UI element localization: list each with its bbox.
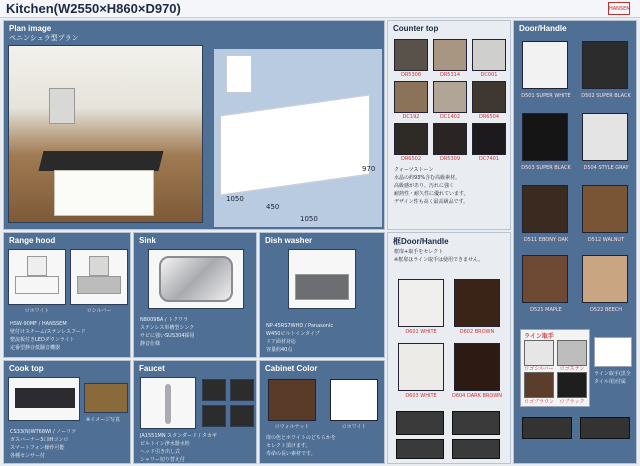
handle-sample-1 — [522, 417, 572, 439]
frame-door-panel — [387, 232, 511, 464]
frame-handle-sample-4 — [452, 439, 500, 459]
faucet-neck — [165, 384, 171, 424]
frame-handle-sample-3 — [396, 439, 444, 459]
counter-surface — [39, 151, 164, 171]
door-code-8: D522 BEECH — [590, 307, 622, 313]
sink-caption-2: ステンレス単槽型シンク — [140, 325, 195, 331]
cabinet-swatch-2[interactable] — [330, 379, 378, 421]
countertop-desc-3: 高級感があり、汚れに強く — [394, 183, 455, 189]
door-code-2: D502 SUPER BLACK — [581, 93, 631, 99]
sink-basin — [159, 256, 233, 302]
cook-top-title: Cook top — [9, 364, 44, 373]
cook-top-caption-4: 各種センサー付 — [10, 453, 46, 459]
door-handle-title: Door/Handle — [519, 24, 567, 33]
countertop-code-1: DR5308 — [400, 72, 422, 78]
sink-panel — [133, 232, 257, 358]
range-hood-photo-1 — [8, 249, 66, 305]
countertop-code-3: DC001 — [480, 72, 498, 78]
frame-door-code-4: D604 DARK BROWN — [451, 393, 503, 399]
range-hood-label-2: ロシルバー — [86, 308, 112, 314]
door-swatch-5[interactable] — [522, 185, 568, 233]
door-swatch-8[interactable] — [582, 255, 628, 303]
plan-dim-depth: 970 — [362, 165, 376, 173]
faucet-detail-4 — [230, 405, 254, 427]
range-hood-title: Range hood — [9, 236, 56, 245]
frame-door-swatch-3[interactable] — [398, 343, 444, 391]
plan-hood — [226, 55, 252, 93]
brand-logo: HANSEM — [608, 2, 630, 15]
countertop-code-5: DC1402 — [439, 114, 461, 120]
plan-dim-w3: 1050 — [300, 215, 318, 223]
countertop-code-2: DR5314 — [439, 72, 461, 78]
cabinet-color-title: Cabinet Color — [265, 364, 318, 373]
countertop-desc-1: クォーツストーン — [394, 167, 434, 173]
dish-washer-caption-1: NP-45RS7WHD / Panasonic — [266, 323, 334, 329]
plan-dim-w1: 1050 — [226, 195, 244, 203]
door-code-3: D503 SUPER BLACK — [521, 165, 571, 171]
countertop-swatch-1[interactable] — [394, 39, 428, 71]
hood-base-1 — [15, 276, 59, 294]
kitchen-hood — [49, 88, 75, 124]
countertop-desc-2: 水晶の約93%含む高級素材。 — [394, 175, 461, 181]
door-code-5: D511 EBONY OAK — [523, 237, 569, 243]
counter-top-title: Counter top — [393, 24, 439, 33]
handle-label-4: ロブラック — [559, 399, 585, 405]
cook-top-caption-2: ガスバーナー3口IHコンロ — [10, 437, 69, 443]
range-hood-caption-4: 定番型静音低騒音機器 — [10, 345, 61, 351]
handle-swatch-1[interactable] — [524, 340, 554, 366]
cabinet-color-panel — [259, 360, 385, 464]
handle-label-2: ロゴステン — [559, 366, 585, 372]
countertop-desc-5: デザイン性も高く最高級品です。 — [394, 199, 469, 205]
countertop-swatch-4[interactable] — [394, 81, 428, 113]
cabinet-desc-2: セレクト頂けます。 — [266, 443, 311, 449]
island-cabinet — [54, 170, 154, 216]
cook-top-photo-2 — [84, 383, 128, 413]
door-code-6: D512 WALNUT — [587, 237, 625, 243]
door-swatch-7[interactable] — [522, 255, 568, 303]
faucet-caption-3: ヘッド引き出し式 — [140, 449, 181, 455]
door-code-4: D504 STYLE GRAY — [583, 165, 629, 171]
countertop-swatch-7[interactable] — [394, 123, 428, 155]
handle-tile-image — [594, 337, 632, 367]
faucet-panel — [133, 360, 257, 464]
faucet-title: Faucet — [139, 364, 165, 373]
faucet-detail-3 — [202, 405, 226, 427]
cooktop-surface — [15, 388, 75, 408]
handle-swatch-3[interactable] — [524, 372, 554, 398]
handle-sample-2 — [580, 417, 630, 439]
cook-top-caption-1: CS33(N)WT68WI / ノーリツ — [10, 429, 77, 435]
faucet-caption-1: JA1551MN スタンダード / タカギ — [140, 433, 217, 439]
handle-label-1: ロゴシルバー — [524, 366, 554, 372]
countertop-swatch-3[interactable] — [472, 39, 506, 71]
header — [0, 0, 640, 18]
door-swatch-2[interactable] — [582, 41, 628, 89]
countertop-code-6: DR6504 — [478, 114, 500, 120]
countertop-desc-4: 耐熱性・耐久性に優れています。 — [394, 191, 469, 197]
countertop-swatch-9[interactable] — [472, 123, 506, 155]
sink-caption-3: サビに強いSUS304採用 — [140, 333, 195, 339]
cabinet-swatch-1[interactable] — [268, 379, 316, 421]
plan-image-panel — [3, 20, 385, 230]
faucet-photo — [140, 377, 196, 429]
frame-door-code-2: D602 BROWN — [459, 329, 495, 335]
countertop-code-4: DC192 — [402, 114, 420, 120]
handle-note-1: ライン取手(黒全 — [594, 371, 631, 377]
cook-top-photo — [8, 377, 80, 421]
range-hood-label-1: ロホワイト — [24, 308, 50, 314]
range-hood-panel — [3, 232, 131, 358]
dish-washer-panel — [259, 232, 385, 358]
frame-door-code-3: D603 WHITE — [405, 393, 437, 399]
plan-drawing — [214, 49, 382, 227]
frame-door-title: 框Door/Handle — [393, 237, 449, 246]
page-title: Kitchen(W2550×H860×D970) — [6, 1, 181, 16]
frame-door-desc-2: ※框扉はライン取手は使用できません。 — [394, 257, 484, 263]
door-swatch-4[interactable] — [582, 113, 628, 161]
washer-drawer — [295, 274, 349, 300]
frame-handle-sample-2 — [452, 411, 500, 435]
hood-base-2 — [77, 276, 121, 294]
door-handle-panel — [513, 20, 637, 464]
range-hood-caption-1: HSW-90MF / HANSSEM — [10, 321, 67, 327]
door-swatch-6[interactable] — [582, 185, 628, 233]
handle-swatch-4[interactable] — [557, 372, 587, 398]
cook-top-note: ※イメージ写真 — [86, 417, 121, 423]
sink-caption-4: 静音仕様 — [140, 341, 161, 347]
countertop-swatch-8[interactable] — [433, 123, 467, 155]
plan-counter — [220, 94, 370, 195]
door-swatch-3[interactable] — [522, 113, 568, 161]
handle-box — [520, 329, 590, 407]
cabinet-desc-3: 寿命の長い素材です。 — [266, 451, 316, 457]
frame-handle-sample-1 — [396, 411, 444, 435]
sink-photo — [148, 249, 244, 309]
faucet-detail-2 — [230, 379, 254, 401]
frame-door-swatch-1[interactable] — [398, 279, 444, 327]
kitchen-photo — [8, 45, 203, 223]
dish-washer-title: Dish washer — [265, 236, 313, 245]
hood-shape-1 — [27, 256, 47, 276]
faucet-caption-4: シャワー切り替え付 — [140, 457, 185, 463]
door-swatch-1[interactable] — [522, 41, 568, 89]
cabinet-label-1: ロウォルナット — [274, 424, 310, 430]
frame-door-swatch-4[interactable] — [454, 343, 500, 391]
countertop-code-7: DR6502 — [400, 156, 422, 162]
range-hood-caption-3: 整流板付きLEDダウンライト — [10, 337, 75, 343]
countertop-swatch-6[interactable] — [472, 81, 506, 113]
door-code-1: D501 SUPER WHITE — [521, 93, 571, 99]
dish-washer-caption-4: 容量約40点 — [266, 347, 293, 353]
cook-top-panel — [3, 360, 131, 464]
frame-door-swatch-2[interactable] — [454, 279, 500, 327]
plan-dim-w2: 450 — [266, 203, 280, 211]
handle-swatch-2[interactable] — [557, 340, 587, 366]
counter-top-panel — [387, 20, 511, 230]
dish-washer-caption-2: W450ビルトインタイプ — [266, 331, 320, 337]
hood-shape-2 — [89, 256, 109, 276]
range-hood-caption-2: 壁付けスチーム/ステンレスフード — [10, 329, 86, 335]
handle-title: ライン取手 — [524, 334, 554, 340]
sink-title: Sink — [139, 236, 156, 245]
plan-image-subtitle: ペニンシュラ型プラン — [9, 35, 79, 42]
door-code-7: D521 MAPLE — [530, 307, 562, 313]
countertop-swatch-2[interactable] — [433, 39, 467, 71]
handle-label-3: ロゴブラウン — [524, 399, 555, 405]
range-hood-photo-2 — [70, 249, 128, 305]
dish-washer-caption-3: ドア面材対応 — [266, 339, 296, 345]
plan-image-title: Plan image — [9, 24, 52, 33]
countertop-swatch-5[interactable] — [433, 81, 467, 113]
handle-note-2: タイル用)付属 — [594, 379, 626, 385]
faucet-detail-1 — [202, 379, 226, 401]
countertop-code-9: DC7401 — [478, 156, 500, 162]
sink-caption-1: N8009BA / トクワラ — [140, 317, 189, 323]
dish-washer-photo — [288, 249, 356, 309]
countertop-code-8: DR5309 — [439, 156, 461, 162]
cabinet-label-2: ロホワイト — [341, 424, 367, 430]
faucet-caption-2: ビルトイン浄水器水栓 — [140, 441, 190, 447]
frame-door-desc-1: 框扉+取手をセレクト — [394, 249, 444, 255]
cook-top-caption-3: スマートフォン操作可能 — [10, 445, 65, 451]
frame-door-code-1: D601 WHITE — [405, 329, 437, 335]
cabinet-desc-1: 扉の色とホワイトのどちらかを — [266, 435, 336, 441]
